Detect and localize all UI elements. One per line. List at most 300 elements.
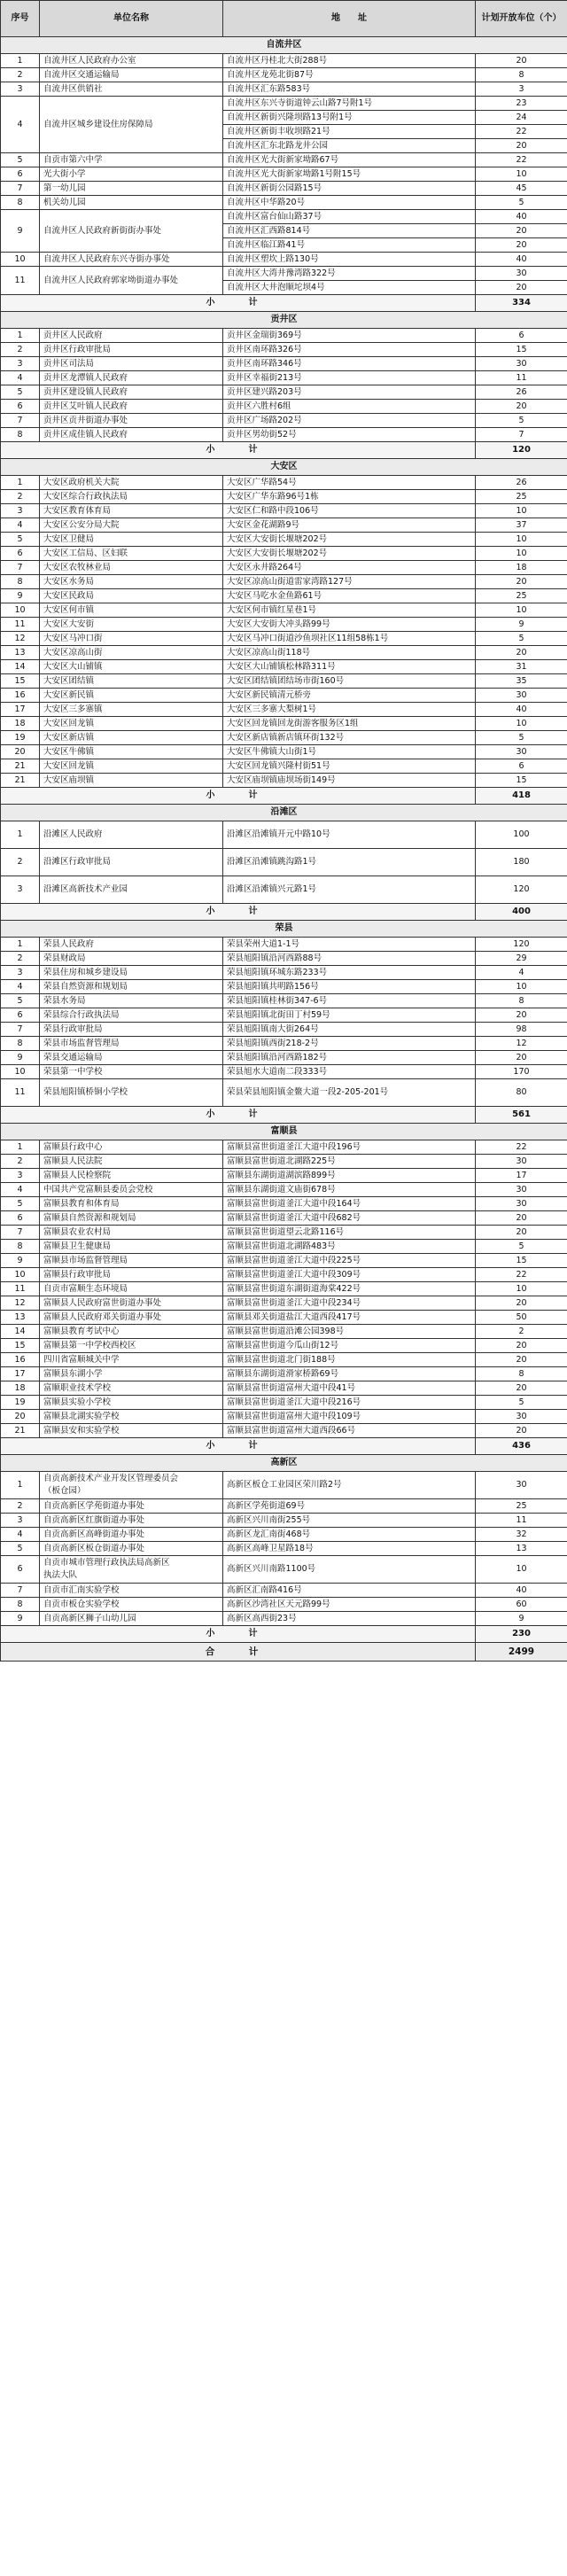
row-number: 1 xyxy=(1,821,40,849)
table-row xyxy=(1,1079,567,1107)
unit-name: 第一幼儿园 xyxy=(40,182,223,196)
capacity: 10 xyxy=(476,980,567,994)
total-value: 2499 xyxy=(476,1643,567,1662)
row-number: 18 xyxy=(1,717,40,731)
address: 荣县旭阳镇环城东路233号 xyxy=(223,966,476,980)
subtotal-row xyxy=(1,1438,567,1455)
address: 贡井区幸福街213号 xyxy=(223,371,476,385)
table-row xyxy=(1,660,567,674)
unit-name: 荣县行政审批局 xyxy=(40,1023,223,1037)
unit-name: 荣县第一中学校 xyxy=(40,1065,223,1079)
table-row xyxy=(1,745,567,759)
row-number: 17 xyxy=(1,703,40,717)
address: 荣县旭阳镇共明路156号 xyxy=(223,980,476,994)
address: 贡井区南环路326号 xyxy=(223,343,476,357)
unit-name: 大安区马冲口街 xyxy=(40,632,223,646)
unit-name: 富顺县北湖实验学校 xyxy=(40,1410,223,1424)
unit-name: 自贡高新区高峰街道办事处 xyxy=(40,1528,223,1542)
table-row xyxy=(1,1240,567,1254)
capacity: 5 xyxy=(476,414,567,428)
row-number: 3 xyxy=(1,504,40,518)
unit-name: 自流井区人民政府东兴寺街办事处 xyxy=(40,253,223,267)
table-row xyxy=(1,371,567,385)
address: 富顺县富世街道北湖路225号 xyxy=(223,1155,476,1169)
address: 自流井区新街公园路15号 xyxy=(223,182,476,196)
address: 大安区大安街长堰塘202号 xyxy=(223,547,476,561)
header-unit: 单位名称 xyxy=(40,1,223,37)
table-row xyxy=(1,1598,567,1612)
row-number: 15 xyxy=(1,1339,40,1353)
row-number: 3 xyxy=(1,1514,40,1528)
unit-name: 光大街小学 xyxy=(40,167,223,182)
row-number: 1 xyxy=(1,1472,40,1499)
address: 高新区高峰卫星路18号 xyxy=(223,1542,476,1556)
address: 富顺县富世街道釜江大道中段196号 xyxy=(223,1140,476,1155)
address: 大安区广华东路96号1栋 xyxy=(223,490,476,504)
subtotal-value: 230 xyxy=(476,1626,567,1643)
address-list xyxy=(223,97,476,153)
capacity: 10 xyxy=(476,533,567,547)
capacity: 80 xyxy=(476,1079,567,1107)
row-number: 1 xyxy=(1,1140,40,1155)
capacity: 25 xyxy=(476,490,567,504)
unit-name: 荣县自然资源和规划局 xyxy=(40,980,223,994)
address: 高新区兴川南路1100号 xyxy=(223,1556,476,1584)
capacity: 29 xyxy=(476,952,567,966)
capacity: 8 xyxy=(476,994,567,1008)
table-row xyxy=(1,1037,567,1051)
address: 富顺县富世街道釜江大道中段309号 xyxy=(223,1268,476,1282)
row-number: 21 xyxy=(1,1424,40,1438)
unit-name: 富顺县自然资源和规划局 xyxy=(40,1211,223,1226)
table-row xyxy=(1,938,567,952)
address: 富顺县富世街道釜江大道中段225号 xyxy=(223,1254,476,1268)
row-number: 16 xyxy=(1,689,40,703)
table-row xyxy=(1,1065,567,1079)
address: 自流井区光大街新家坳路1号附15号 xyxy=(223,167,476,182)
unit-name: 大安区农牧林业局 xyxy=(40,561,223,575)
unit-name: 大安区工信局、区妇联 xyxy=(40,547,223,561)
section-title: 富顺县 xyxy=(1,1124,567,1140)
unit-name: 贡井区人民政府 xyxy=(40,329,223,343)
table-row xyxy=(1,253,567,267)
capacity: 30 xyxy=(476,689,567,703)
subtotal-label: 小 计 xyxy=(1,788,476,805)
unit-name: 大安区教育体育局 xyxy=(40,504,223,518)
capacity: 10 xyxy=(476,1282,567,1296)
capacity-list xyxy=(476,210,567,253)
table-row xyxy=(1,1542,567,1556)
capacity: 20 xyxy=(476,1051,567,1065)
row-number: 5 xyxy=(1,153,40,167)
capacity: 20 xyxy=(516,240,527,250)
unit-name: 大安区水务局 xyxy=(40,575,223,589)
address: 贡井区建兴路203号 xyxy=(223,385,476,400)
capacity: 35 xyxy=(476,674,567,689)
table-row xyxy=(1,603,567,618)
address: 大安区永井路264号 xyxy=(223,561,476,575)
subtotal-value: 436 xyxy=(476,1438,567,1455)
address: 自流井区大湾井豫湾路322号 xyxy=(223,267,475,281)
unit-name xyxy=(40,1472,223,1499)
row-number: 14 xyxy=(1,660,40,674)
capacity: 26 xyxy=(476,385,567,400)
capacity: 22 xyxy=(476,153,567,167)
unit-name: 富顺县农业农村局 xyxy=(40,1226,223,1240)
table-row xyxy=(1,385,567,400)
capacity: 13 xyxy=(476,1542,567,1556)
row-number: 7 xyxy=(1,414,40,428)
unit-name: 大安区卫健局 xyxy=(40,533,223,547)
address: 大安区新民镇清元桥旁 xyxy=(223,689,476,703)
unit-name: 富顺县卫生健康局 xyxy=(40,1240,223,1254)
address: 大安区大安街长堰塘202号 xyxy=(223,533,476,547)
row-number: 4 xyxy=(1,371,40,385)
unit-name: 贡井区贡井街道办事处 xyxy=(40,414,223,428)
unit-name: 大安区庙坝镇 xyxy=(40,774,223,788)
address: 荣县旭阳镇桂林街347-6号 xyxy=(223,994,476,1008)
row-number: 6 xyxy=(1,1008,40,1023)
address: 自流井区汇东北路龙井公园 xyxy=(227,141,329,151)
capacity: 5 xyxy=(476,196,567,210)
capacity: 100 xyxy=(476,821,567,849)
unit-name: 荣县旭阳镇桥铜小学校 xyxy=(40,1079,223,1107)
row-number: 2 xyxy=(1,490,40,504)
address: 大安区凉高山街道雷家湾路127号 xyxy=(223,575,476,589)
table-row xyxy=(1,876,567,904)
capacity: 4 xyxy=(476,966,567,980)
subtotal-label: 小 计 xyxy=(1,1107,476,1124)
capacity: 30 xyxy=(476,267,567,281)
unit-name: 大安区回龙镇 xyxy=(40,759,223,774)
capacity: 20 xyxy=(476,646,567,660)
capacity: 20 xyxy=(476,224,567,238)
row-number: 15 xyxy=(1,674,40,689)
subtotal-label: 小 计 xyxy=(1,1626,476,1643)
row-number: 10 xyxy=(1,603,40,618)
unit-name: 自流井区人民政府办公室 xyxy=(40,54,223,68)
unit-name: 大安区三多寨镇 xyxy=(40,703,223,717)
address: 沿滩区沿滩镇兴元路1号 xyxy=(223,876,476,904)
capacity: 20 xyxy=(476,575,567,589)
row-number: 17 xyxy=(1,1367,40,1381)
table-row xyxy=(1,167,567,182)
address: 大安区回龙镇回龙街游客服务区1组 xyxy=(223,717,476,731)
capacity: 15 xyxy=(476,774,567,788)
capacity: 5 xyxy=(476,1240,567,1254)
unit-name: 沿滩区高新技术产业园 xyxy=(40,876,223,904)
unit-name: 大安区回龙镇 xyxy=(40,717,223,731)
capacity: 22 xyxy=(476,1140,567,1155)
capacity: 10 xyxy=(476,603,567,618)
table-row xyxy=(1,1424,567,1438)
unit-name: 贡井区行政审批局 xyxy=(40,343,223,357)
table-row xyxy=(1,575,567,589)
unit-name: 富顺县第一中学校西校区 xyxy=(40,1339,223,1353)
capacity: 20 xyxy=(476,1296,567,1311)
section-row xyxy=(1,805,567,821)
capacity: 18 xyxy=(476,561,567,575)
table-row xyxy=(1,97,567,153)
capacity: 10 xyxy=(476,504,567,518)
address: 高新区学苑街道69号 xyxy=(223,1499,476,1514)
capacity: 23 xyxy=(476,97,567,111)
capacity: 20 xyxy=(476,54,567,68)
address: 富顺县富世街道今瓜山街12号 xyxy=(223,1339,476,1353)
row-number: 18 xyxy=(1,1381,40,1396)
table-row xyxy=(1,952,567,966)
capacity: 20 xyxy=(476,1339,567,1353)
unit-name: 荣县人民政府 xyxy=(40,938,223,952)
capacity: 26 xyxy=(476,476,567,490)
unit-name: 富顺县行政审批局 xyxy=(40,1268,223,1282)
address: 大安区大山铺镇松林路311号 xyxy=(223,660,476,674)
row-number: 2 xyxy=(1,1499,40,1514)
address: 富顺县东湖街道湖滨路899号 xyxy=(223,1169,476,1183)
table-row xyxy=(1,1140,567,1155)
address: 荣县荣州大道1-1号 xyxy=(223,938,476,952)
table-row xyxy=(1,1226,567,1240)
address-list xyxy=(223,267,476,295)
row-number: 1 xyxy=(1,476,40,490)
unit-name: 自流井区供销社 xyxy=(40,82,223,97)
address: 荣县旭水大道南二段333号 xyxy=(223,1065,476,1079)
unit-name: 荣县市场监督管理局 xyxy=(40,1037,223,1051)
capacity: 30 xyxy=(476,1197,567,1211)
address: 富顺县东湖街道文庙街678号 xyxy=(223,1183,476,1197)
unit-name: 大安区政府机关大院 xyxy=(40,476,223,490)
table-row xyxy=(1,1296,567,1311)
address: 自流井区汇东路583号 xyxy=(223,82,476,97)
unit-name-line: 自贡高新技术产业开发区管理委员会 xyxy=(43,1474,179,1483)
row-number: 10 xyxy=(1,253,40,267)
row-number: 2 xyxy=(1,68,40,82)
address: 自流井区塑坎上路130号 xyxy=(223,253,476,267)
row-number: 12 xyxy=(1,632,40,646)
row-number: 13 xyxy=(1,1311,40,1325)
subtotal-label: 小 计 xyxy=(1,904,476,921)
capacity: 30 xyxy=(476,745,567,759)
table-row xyxy=(1,1396,567,1410)
capacity: 20 xyxy=(476,1381,567,1396)
row-number: 11 xyxy=(1,618,40,632)
unit-name: 富顺职业技术学校 xyxy=(40,1381,223,1396)
address: 自流井区临江路41号 xyxy=(227,240,306,250)
address: 沿滩区沿滩镇跳沟路1号 xyxy=(223,849,476,876)
row-number: 11 xyxy=(1,1282,40,1296)
capacity: 30 xyxy=(476,357,567,371)
table-row xyxy=(1,1472,567,1499)
row-number: 20 xyxy=(1,1410,40,1424)
unit-name: 中国共产党富顺县委员会党校 xyxy=(40,1183,223,1197)
row-number: 5 xyxy=(1,1542,40,1556)
row-number: 7 xyxy=(1,561,40,575)
address: 自流井区富台仙山路37号 xyxy=(223,210,475,224)
table-row xyxy=(1,1499,567,1514)
table-row xyxy=(1,490,567,504)
address: 富顺县富世街道北门街188号 xyxy=(223,1353,476,1367)
row-number: 8 xyxy=(1,1240,40,1254)
address: 贡井区南环路346号 xyxy=(223,357,476,371)
table-row xyxy=(1,1381,567,1396)
table-row xyxy=(1,980,567,994)
table-row xyxy=(1,504,567,518)
table-row xyxy=(1,1353,567,1367)
table-row xyxy=(1,1169,567,1183)
row-number: 9 xyxy=(1,210,40,253)
capacity-list xyxy=(476,267,567,295)
address: 大安区仁和路中段106号 xyxy=(223,504,476,518)
row-number: 8 xyxy=(1,196,40,210)
address: 大安区大安街大冲头路99号 xyxy=(223,618,476,632)
total-label: 合 计 xyxy=(1,1643,476,1662)
row-number: 19 xyxy=(1,731,40,745)
table-row xyxy=(1,1183,567,1197)
table-row xyxy=(1,646,567,660)
table-row xyxy=(1,533,567,547)
capacity: 22 xyxy=(476,125,567,139)
unit-name xyxy=(40,1556,223,1584)
row-number: 4 xyxy=(1,1528,40,1542)
subtotal-row xyxy=(1,442,567,459)
capacity: 20 xyxy=(476,1424,567,1438)
capacity: 6 xyxy=(476,329,567,343)
unit-name: 沿滩区人民政府 xyxy=(40,821,223,849)
capacity: 31 xyxy=(476,660,567,674)
unit-name: 机关幼儿园 xyxy=(40,196,223,210)
table-row xyxy=(1,357,567,371)
address: 荣县荣县旭阳镇金鳌大道一段2-205-201号 xyxy=(223,1079,476,1107)
unit-name: 自流井区城乡建设住房保障局 xyxy=(40,97,223,153)
subtotal-row xyxy=(1,904,567,921)
capacity: 20 xyxy=(476,1226,567,1240)
unit-name: 自贡市富顺生态环境局 xyxy=(40,1282,223,1296)
row-number: 7 xyxy=(1,182,40,196)
row-number: 6 xyxy=(1,1556,40,1584)
row-number: 14 xyxy=(1,1325,40,1339)
address: 自流井区光大街新家坳路67号 xyxy=(223,153,476,167)
address: 富顺县富世街道北湖路483号 xyxy=(223,1240,476,1254)
unit-name: 富顺县教育和体育局 xyxy=(40,1197,223,1211)
table-row xyxy=(1,1556,567,1584)
row-number: 4 xyxy=(1,1183,40,1197)
address: 大安区何市镇红星巷1号 xyxy=(223,603,476,618)
header-row xyxy=(1,1,567,37)
capacity: 10 xyxy=(476,1556,567,1584)
address: 大安区广华路54号 xyxy=(223,476,476,490)
capacity: 25 xyxy=(476,1499,567,1514)
capacity: 180 xyxy=(476,849,567,876)
unit-name: 富顺县实验小学校 xyxy=(40,1396,223,1410)
capacity: 45 xyxy=(476,182,567,196)
unit-name: 自流井区人民政府郭家坳街道办事处 xyxy=(40,267,223,295)
row-number: 2 xyxy=(1,952,40,966)
unit-name: 大安区大山铺镇 xyxy=(40,660,223,674)
table-row xyxy=(1,343,567,357)
row-number: 9 xyxy=(1,589,40,603)
capacity: 98 xyxy=(476,1023,567,1037)
table-row xyxy=(1,518,567,533)
row-number: 3 xyxy=(1,82,40,97)
address: 荣县旭阳镇北街田丁村59号 xyxy=(223,1008,476,1023)
unit-name: 贡井区建设镇人民政府 xyxy=(40,385,223,400)
address: 大安区凉高山街118号 xyxy=(223,646,476,660)
table-row xyxy=(1,966,567,980)
address: 富顺县富世街道釜江大道中段234号 xyxy=(223,1296,476,1311)
row-number: 21 xyxy=(1,774,40,788)
address: 富顺县富世街道富州大道中段41号 xyxy=(223,1381,476,1396)
table-row xyxy=(1,1584,567,1598)
row-number: 6 xyxy=(1,167,40,182)
row-number: 16 xyxy=(1,1353,40,1367)
address: 自流井区新街丰收坝路21号 xyxy=(223,125,475,139)
table-row xyxy=(1,994,567,1008)
unit-name: 大安区凉高山街 xyxy=(40,646,223,660)
row-number: 1 xyxy=(1,938,40,952)
unit-name: 自贡高新区板仓街道办事处 xyxy=(40,1542,223,1556)
row-number: 9 xyxy=(1,1612,40,1626)
capacity: 10 xyxy=(476,547,567,561)
capacity: 3 xyxy=(476,82,567,97)
capacity: 10 xyxy=(476,167,567,182)
table-row xyxy=(1,1211,567,1226)
capacity: 25 xyxy=(476,589,567,603)
table-row xyxy=(1,1514,567,1528)
unit-name: 荣县水务局 xyxy=(40,994,223,1008)
section-row xyxy=(1,1124,567,1140)
capacity: 6 xyxy=(476,759,567,774)
address: 富顺县富世街道富州大道中段109号 xyxy=(223,1410,476,1424)
unit-name: 沿滩区行政审批局 xyxy=(40,849,223,876)
table-row xyxy=(1,1008,567,1023)
unit-name: 荣县综合行政执法局 xyxy=(40,1008,223,1023)
row-number: 7 xyxy=(1,1226,40,1240)
row-number: 6 xyxy=(1,1211,40,1226)
capacity: 60 xyxy=(476,1598,567,1612)
table-row xyxy=(1,703,567,717)
unit-name: 荣县财政局 xyxy=(40,952,223,966)
subtotal-row xyxy=(1,1626,567,1643)
table-row xyxy=(1,1410,567,1424)
capacity: 20 xyxy=(476,400,567,414)
row-number: 5 xyxy=(1,385,40,400)
row-number: 5 xyxy=(1,1197,40,1211)
unit-name: 自贡市汇南实验学校 xyxy=(40,1584,223,1598)
table-row xyxy=(1,182,567,196)
capacity: 120 xyxy=(476,876,567,904)
unit-name-line: 自贡市城市管理行政执法局高新区 xyxy=(43,1558,170,1568)
subtotal-value: 418 xyxy=(476,788,567,805)
unit-name: 自贡市第六中学 xyxy=(40,153,223,167)
address: 高新区龙汇南街468号 xyxy=(223,1528,476,1542)
address: 荣县旭阳镇沿河西路182号 xyxy=(223,1051,476,1065)
table-row xyxy=(1,1051,567,1065)
table-row xyxy=(1,1367,567,1381)
row-number: 20 xyxy=(1,745,40,759)
table-row xyxy=(1,689,567,703)
table-row xyxy=(1,1325,567,1339)
table-row xyxy=(1,632,567,646)
table-row xyxy=(1,329,567,343)
capacity: 37 xyxy=(476,518,567,533)
address: 富顺县富世街道沿滩公园398号 xyxy=(223,1325,476,1339)
row-number: 1 xyxy=(1,54,40,68)
table-row xyxy=(1,1254,567,1268)
unit-name: 自贡高新区红旗街道办事处 xyxy=(40,1514,223,1528)
subtotal-value: 561 xyxy=(476,1107,567,1124)
unit-name: 贡井区司法局 xyxy=(40,357,223,371)
table-row xyxy=(1,210,567,253)
